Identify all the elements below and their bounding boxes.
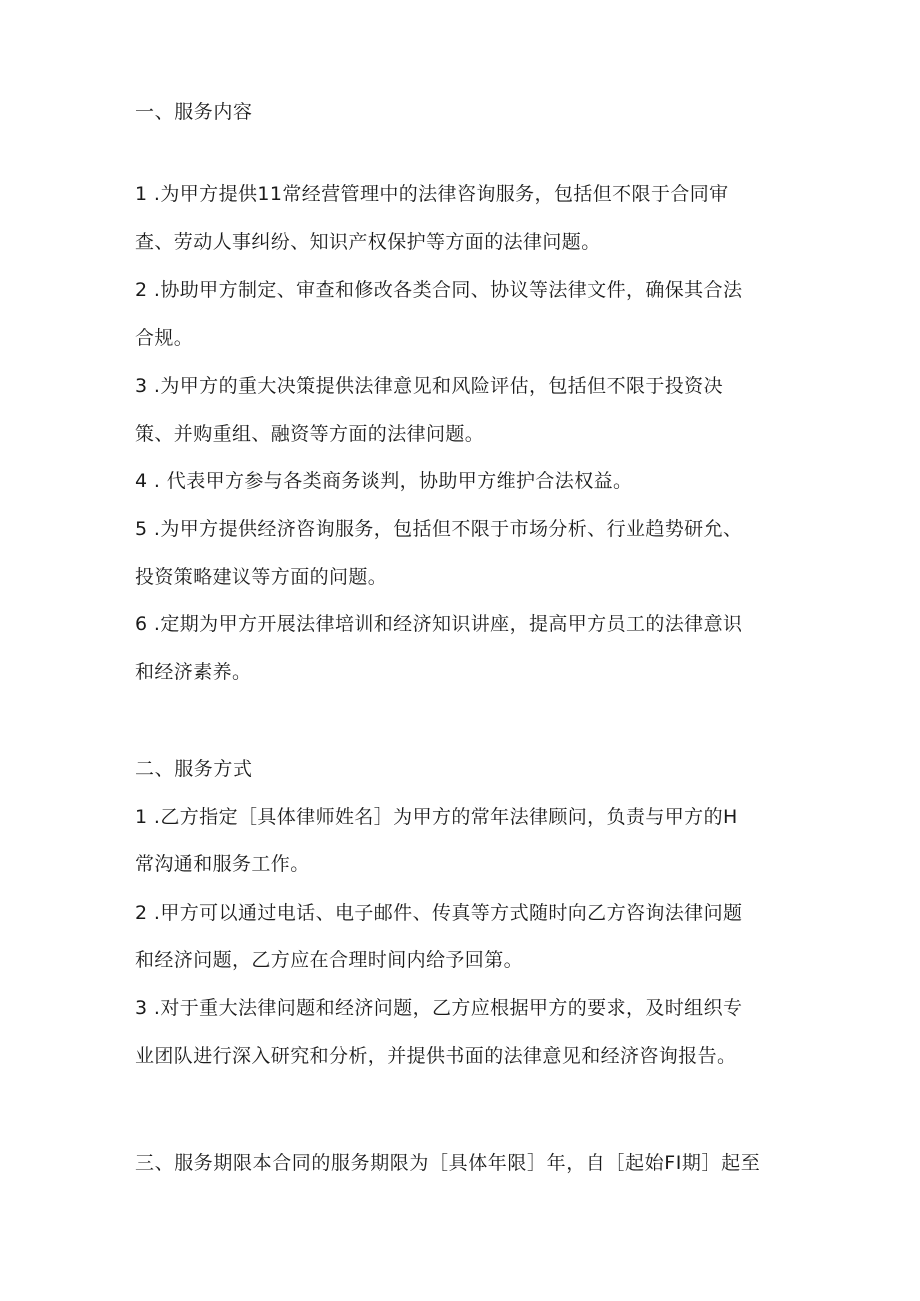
method-item-2-line-2: 和经济问题，乙方应在合理时间内给予回第。 <box>135 949 524 971</box>
method-item-1-line-1: 1 .乙方指定［具体律师姓名］为甲方的常年法律顾问，负责与甲方的H <box>135 806 738 828</box>
section-heading-term: 三、服务期限本合同的服务期限为［具体年限］年，自［起始FI期］起至 <box>135 1152 761 1174</box>
content-item-5-line-2: 投资策略建议等方面的问题。 <box>135 566 388 588</box>
section-heading-content: 一、服务内容 <box>135 101 253 123</box>
content-item-2-line-1: 2 .协助甲方制定、审查和修改各类合同、协议等法律文件，确保其合法 <box>135 279 743 301</box>
method-item-3-line-2: 业团队进行深入研究和分析，并提供书面的法律意见和经济咨询报告。 <box>135 1045 737 1067</box>
content-item-2-line-2: 合规。 <box>135 327 194 349</box>
content-item-1-line-1: 1 .为甲方提供11常经营管理中的法律咨询服务，包括但不限于合同审 <box>135 183 729 205</box>
content-item-5-line-1: 5 .为甲方提供经济咨询服务，包括但不限于市场分析、行业趋势研允、 <box>135 518 743 540</box>
content-item-6-line-1: 6 .定期为甲方开展法律培训和经济知识讲座，提高甲方员工的法律意识 <box>135 613 743 635</box>
content-item-4-line-1: 4 . 代表甲方参与各类商务谈判，协助甲方维护合法权益。 <box>135 470 633 492</box>
content-item-6-line-2: 和经济素养。 <box>135 661 252 683</box>
method-item-2-line-1: 2 .甲方可以通过电话、电子邮件、传真等方式随时向乙方咨询法律问题 <box>135 902 743 924</box>
method-item-1-line-2: 常沟通和服务工作。 <box>135 853 310 875</box>
method-item-3-line-1: 3 .对于重大法律问题和经济问题，乙方应根据甲方的要求，及时组织专 <box>135 997 743 1019</box>
content-item-1-line-2: 查、劳动人事纠纷、知识产权保护等方面的法律问题。 <box>135 231 601 253</box>
content-item-3-line-1: 3 .为甲方的重大决策提供法律意见和风险评估，包括但不限于投资决 <box>135 375 723 397</box>
section-heading-method: 二、服务方式 <box>135 758 253 780</box>
content-item-3-line-2: 策、并购重组、融资等方面的法律问题。 <box>135 423 485 445</box>
